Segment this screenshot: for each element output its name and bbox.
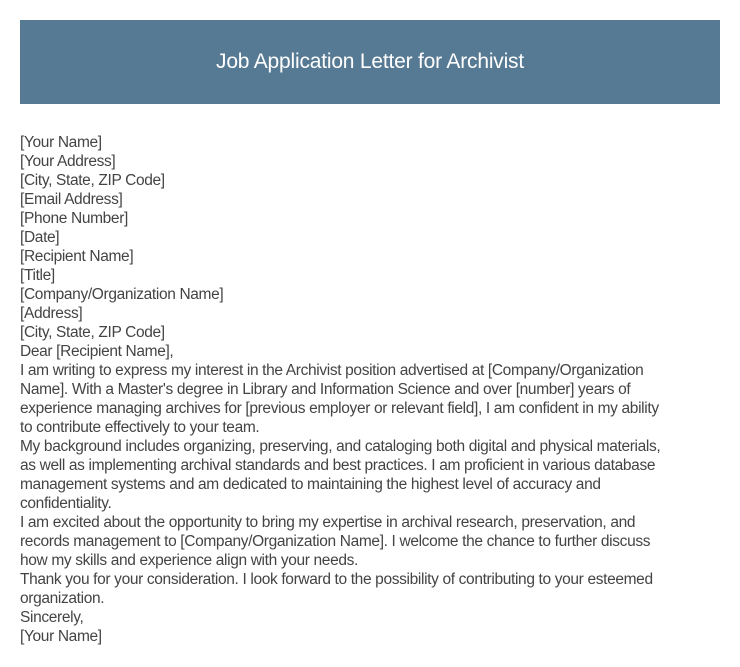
paragraph-thanks (20, 570, 725, 608)
letter-header (20, 20, 720, 104)
paragraph-line: management systems and am dedicated to maintaining the highest level of accuracy and (20, 476, 601, 493)
sender-name: [Your Name] (20, 134, 102, 151)
recipient-city-state-zip: [City, State, ZIP Code] (20, 324, 165, 341)
page-title: Job Application Letter for Archivist (216, 50, 524, 73)
letter-date: [Date] (20, 229, 60, 246)
paragraph-interest (20, 361, 725, 437)
paragraph-background (20, 437, 725, 513)
sender-email: [Email Address] (20, 191, 123, 208)
paragraph-line: Thank you for your consideration. I look forward to the possibility of contributing to your esteemed (20, 571, 653, 588)
signature: [Your Name] (20, 628, 102, 645)
sender-city-state-zip: [City, State, ZIP Code] (20, 172, 165, 189)
paragraph-line: how my skills and experience align with your needs. (20, 552, 358, 569)
paragraph-line: My background includes organizing, preserving, and cataloging both digital and physical materials, (20, 438, 661, 455)
paragraph-line: Name]. With a Master's degree in Library and Information Science and over [number] years of (20, 381, 631, 398)
sender-address: [Your Address] (20, 153, 116, 170)
paragraph-line: I am writing to express my interest in the Archivist position advertised at [Company/Organization (20, 362, 644, 379)
sender-phone: [Phone Number] (20, 210, 128, 227)
salutation: Dear [Recipient Name], (20, 343, 174, 360)
closing: Sincerely, (20, 609, 84, 626)
paragraph-line: confidentiality. (20, 495, 112, 512)
recipient-title: [Title] (20, 267, 55, 284)
recipient-name: [Recipient Name] (20, 248, 134, 265)
paragraph-line: I am excited about the opportunity to bring my expertise in archival research, preservation, and (20, 514, 636, 531)
paragraph-line: organization. (20, 590, 105, 607)
paragraph-line: to contribute effectively to your team. (20, 419, 260, 436)
paragraph-excitement (20, 513, 725, 570)
paragraph-line: as well as implementing archival standards and best practices. I am proficient in various database (20, 457, 656, 474)
paragraph-line: experience managing archives for [previous employer or relevant field], I am confident in my ability (20, 400, 659, 417)
recipient-organization: [Company/Organization Name] (20, 286, 224, 303)
paragraph-line: records management to [Company/Organization Name]. I welcome the chance to further discuss (20, 533, 651, 550)
letter-body (20, 133, 725, 646)
recipient-address: [Address] (20, 305, 83, 322)
